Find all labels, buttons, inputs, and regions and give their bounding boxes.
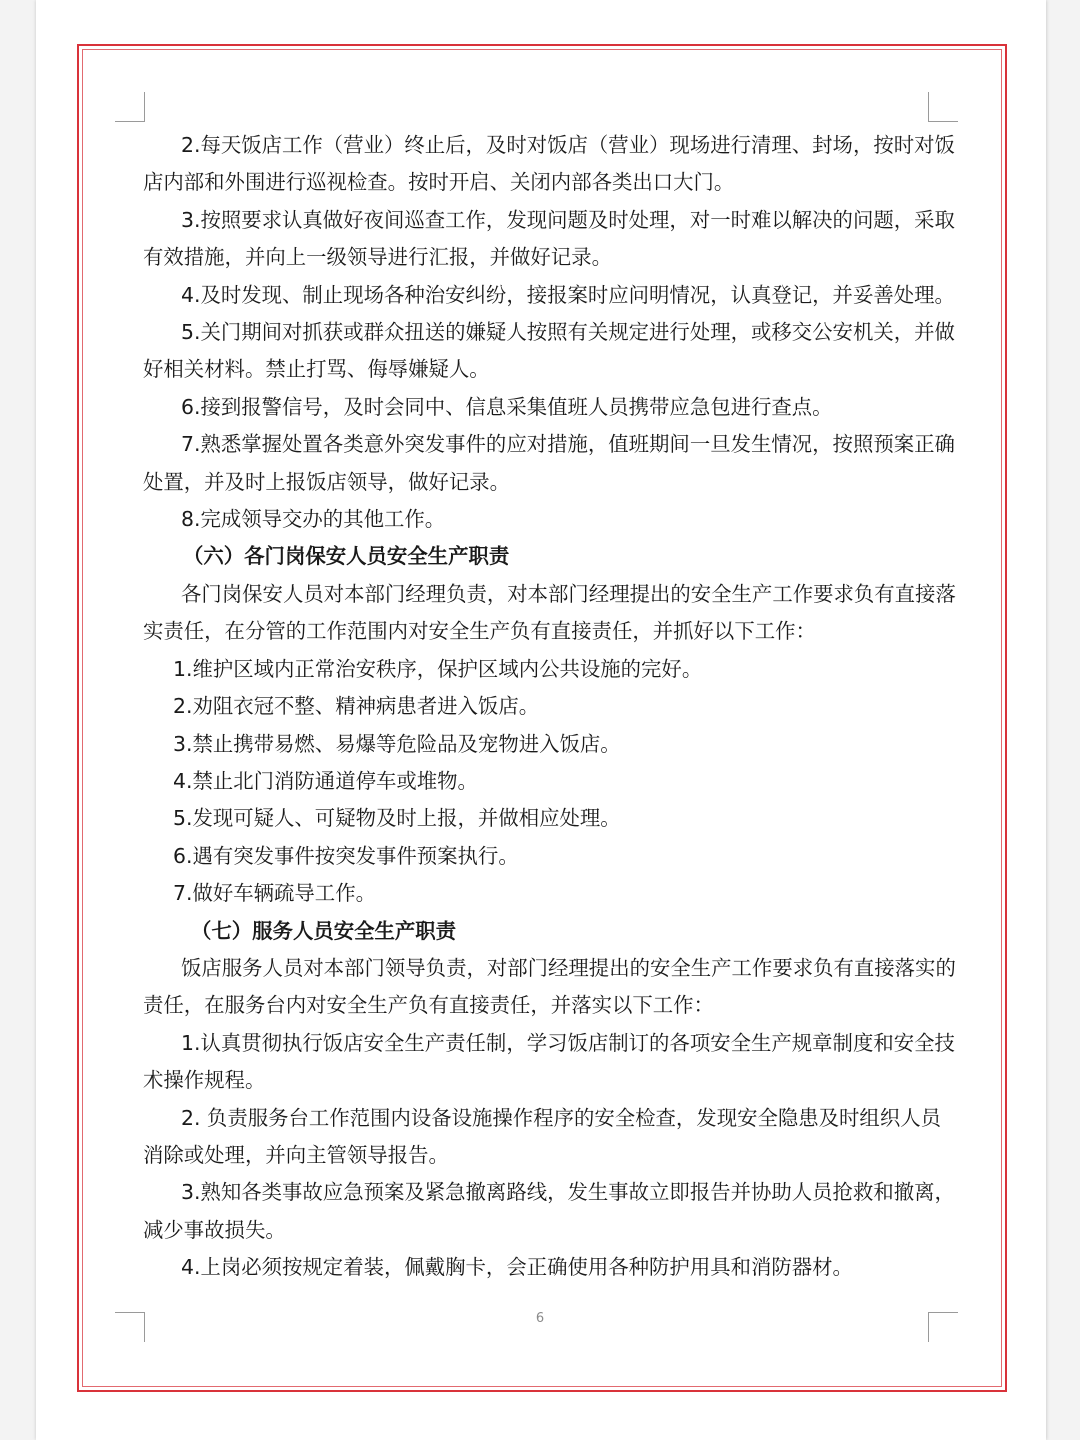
list-item: 2. 负责服务台工作范围内设备设施操作程序的安全检查，发现安全隐患及时组织人员消除或处理，并向主管领导报告。 xyxy=(143,1105,941,1167)
paragraph: 5.关门期间对抓获或群众扭送的嫌疑人按照有关规定进行处理，或移交公安机关，并做好相关材料。禁止打骂、侮辱嫌疑人。 xyxy=(143,320,955,382)
document-body xyxy=(143,127,958,1287)
list-item: 1.维护区域内正常治安秩序，保护区域内公共设施的完好。 xyxy=(173,656,703,681)
paragraph: 7.熟悉掌握处置各类意外突发事件的应对措施，值班期间一旦发生情况，按照预案正确处置，并及时上报饭店领导，做好记录。 xyxy=(143,432,955,494)
page-number: 6 xyxy=(535,1311,545,1326)
list-item: 3.熟知各类事故应急预案及紧急撤离路线，发生事故立即报告并协助人员抢救和撤离，减少事故损失。 xyxy=(143,1180,955,1242)
section-heading: （六）各门岗保安人员安全生产职责 xyxy=(183,544,510,569)
crop-mark-top-left xyxy=(115,92,145,122)
list-item: 4.上岗必须按规定着装，佩戴胸卡，会正确使用各种防护用具和消防器材。 xyxy=(181,1255,853,1280)
paragraph: 2.每天饭店工作（营业）终止后，及时对饭店（营业）现场进行清理、封场，按时对饭店内部和外围进行巡视检查。按时开启、关闭内部各类出口大门。 xyxy=(143,133,955,195)
list-item: 1.认真贯彻执行饭店安全生产责任制，学习饭店制订的各项安全生产规章制度和安全技术操作规程。 xyxy=(143,1030,955,1093)
section-intro: 饭店服务人员对本部门领导负责，对部门经理提出的安全生产工作要求负有直接落实的责任，在服务台内对安全生产负有直接责任，并落实以下工作： xyxy=(143,955,956,1018)
paragraph: 8.完成领导交办的其他工作。 xyxy=(181,507,446,532)
crop-mark-top-right xyxy=(928,92,958,122)
list-item: 6.遇有突发事件按突发事件预案执行。 xyxy=(173,843,519,868)
list-item: 4.禁止北门消防通道停车或堆物。 xyxy=(173,768,478,793)
paragraph: 3.按照要求认真做好夜间巡查工作，发现问题及时处理，对一时难以解决的问题，采取有效措施，并向上一级领导进行汇报，并做好记录。 xyxy=(143,207,955,270)
section-heading: （七）服务人员安全生产职责 xyxy=(191,918,457,943)
paragraph: 4.及时发现、制止现场各种治安纠纷，接报案时应问明情况，认真登记，并妥善处理。 xyxy=(181,282,955,307)
list-item: 3.禁止携带易燃、易爆等危险品及宠物进入饭店。 xyxy=(173,731,621,756)
paragraph: 6.接到报警信号，及时会同中、信息采集值班人员携带应急包进行查点。 xyxy=(181,394,833,419)
section-intro: 各门岗保安人员对本部门经理负责，对本部门经理提出的安全生产工作要求负有直接落实责任，在分管的工作范围内对安全生产负有直接责任，并抓好以下工作： xyxy=(143,581,956,644)
list-item: 5.发现可疑人、可疑物及时上报，并做相应处理。 xyxy=(173,806,621,831)
list-item: 2.劝阻衣冠不整、精神病患者进入饭店。 xyxy=(173,694,540,719)
list-item: 7.做好车辆疏导工作。 xyxy=(173,881,376,906)
